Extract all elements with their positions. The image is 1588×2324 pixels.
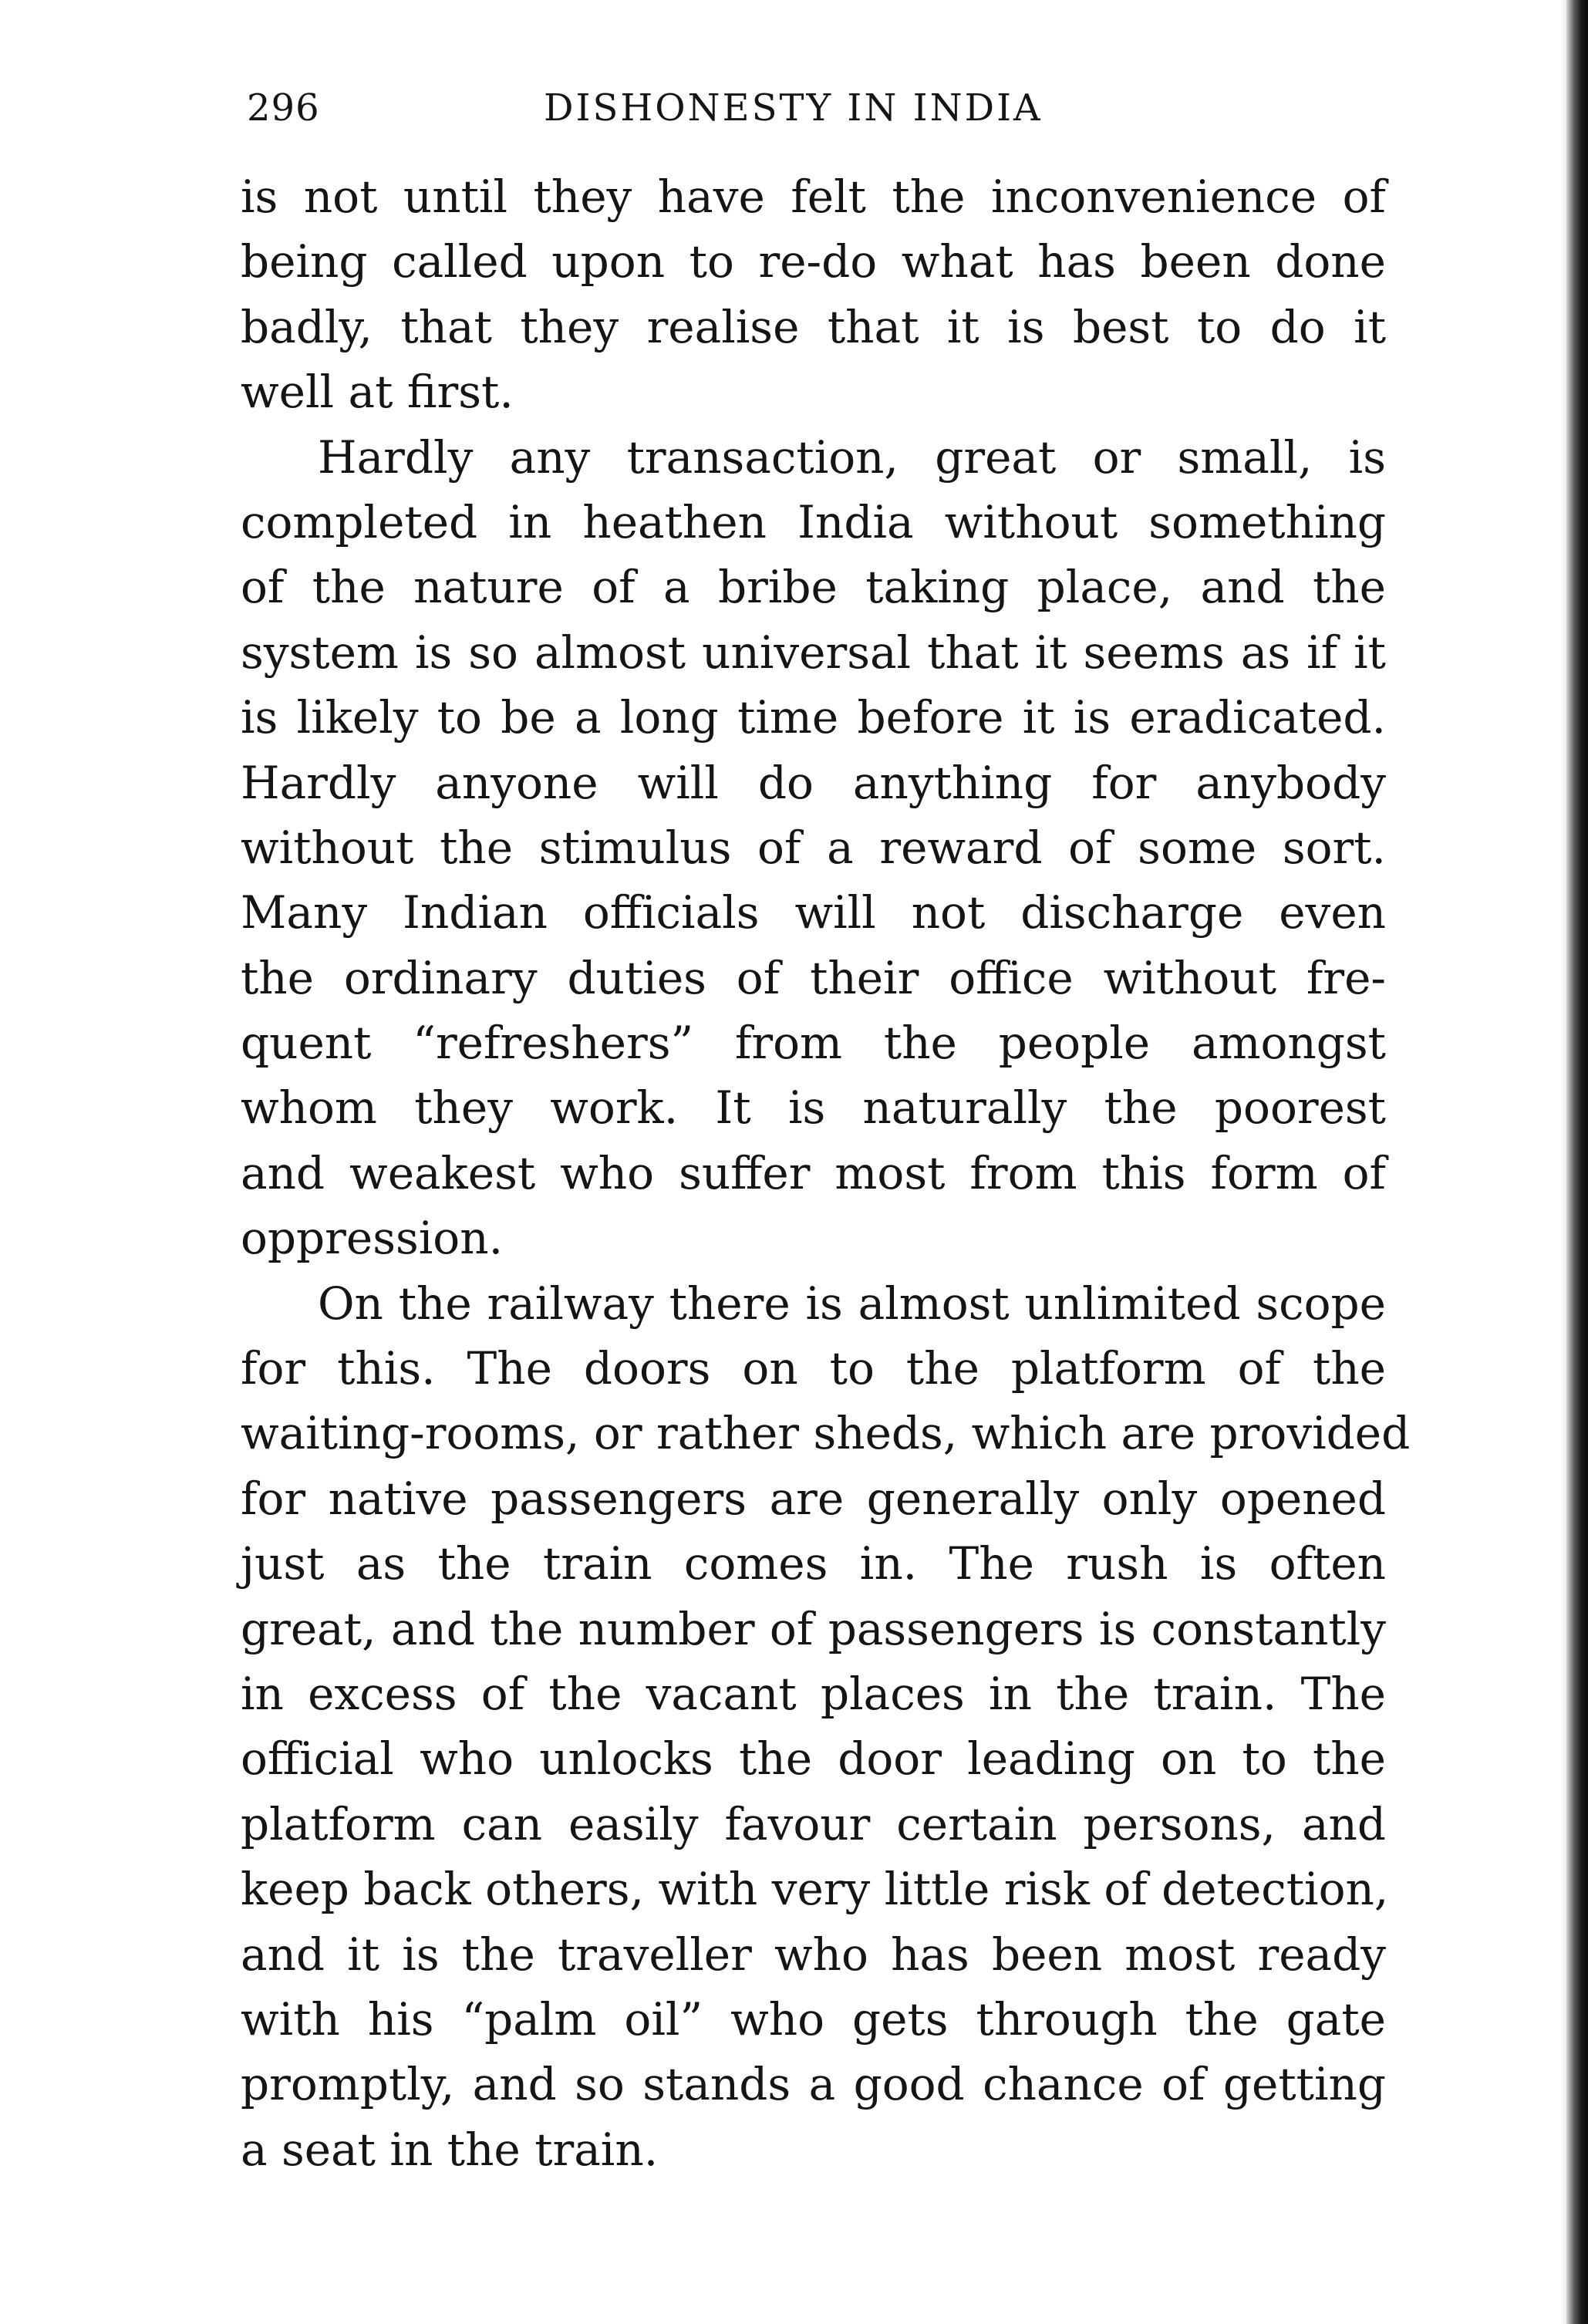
page-header [247,77,1396,139]
text-line: for this. The doors on to the platform of the [241,1342,1386,1395]
text-line: being called upon to re-do what has been done [241,235,1386,288]
text-line: system is so almost universal that it seems as if it [241,626,1386,679]
text-line: Hardly anyone will do anything for anybody [241,756,1386,809]
text-line: without the stimulus of a reward of some sort. [241,821,1386,874]
text-line: for native passengers are generally only opened [241,1472,1386,1525]
text-line: promptly, and so stands a good chance of getting [241,2058,1386,2111]
text-line: official who unlocks the door leading on to the [241,1732,1386,1786]
text-line: quent “refreshers” from the people amongst [241,1017,1386,1070]
text-line: completed in heathen India without something [241,495,1386,548]
page-edge-shadow [1560,0,1566,2324]
text-line: keep back others, with very little risk of detection, [241,1863,1389,1916]
text-line: a seat in the train. [241,2123,659,2176]
running-title: DISHONESTY IN INDIA [544,86,1043,130]
text-line: platform can easily favour certain persons, and [241,1797,1386,1850]
text-line: oppression. [241,1212,504,1265]
text-line: with his “palm oil” who gets through the gate [241,1992,1386,2046]
text-line: is likely to be a long time before it is eradicated. [241,691,1386,744]
text-line: On the railway there is almost unlimited scope [318,1277,1386,1330]
page-number: 296 [247,86,320,130]
text-line: Many Indian officials will not discharge even [241,886,1386,939]
text-line: in excess of the vacant places in the train. The [241,1667,1386,1720]
text-line: the ordinary duties of their office without fre- [241,951,1386,1004]
text-line: great, and the number of passengers is constantly [241,1602,1386,1655]
text-line: of the nature of a bribe taking place, and the [241,561,1386,614]
text-line: whom they work. It is naturally the poorest [241,1081,1386,1135]
text-line: Hardly any transaction, great or small, is [318,430,1386,484]
page-edge-binding [1566,0,1588,2324]
text-line: and weakest who suffer most from this form of [241,1146,1386,1199]
text-line: badly, that they realise that it is best to do it [241,300,1386,353]
text-line: waiting-rooms, or rather sheds, which are provided [241,1407,1411,1460]
text-line: is not until they have felt the inconvenience of [241,170,1386,223]
body-text [241,164,1411,2182]
text-line: and it is the traveller who has been most ready [241,1928,1386,1981]
text-line: well at first. [241,366,514,419]
text-line: just as the train comes in. The rush is often [241,1537,1386,1590]
